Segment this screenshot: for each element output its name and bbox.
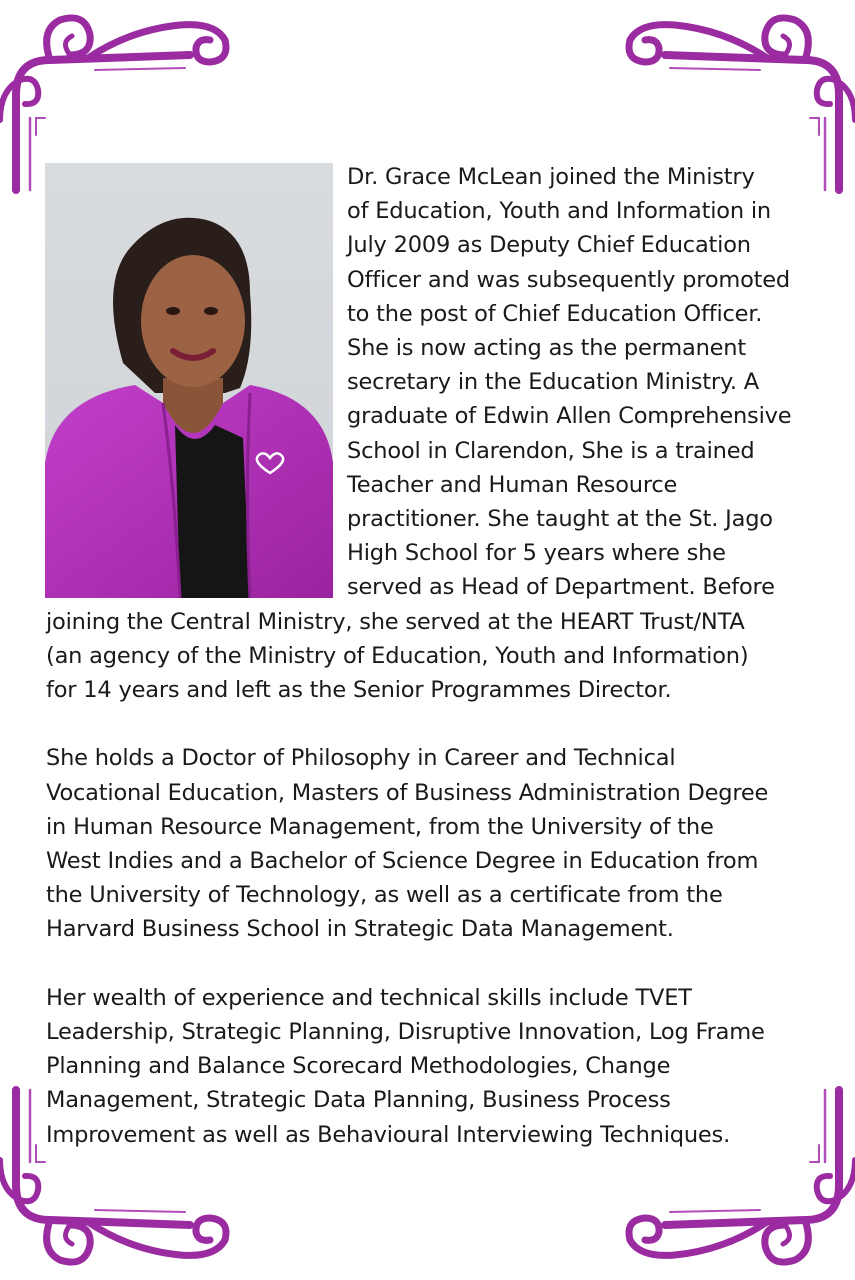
education-line: the University of Technology, as well as a certificate from the <box>46 882 723 909</box>
continuation-line: (an agency of the Ministry of Education, Youth and Information) <box>46 642 749 669</box>
education-line: Vocational Education, Masters of Business Administration Degree <box>46 779 769 806</box>
education-line: West Indies and a Bachelor of Science Degree in Education from <box>46 848 759 874</box>
education-line: She holds a Doctor of Philosophy in Career and Technical <box>46 745 676 772</box>
intro-line: High School for 5 years where she <box>347 540 726 567</box>
intro-line: She is now acting as the permanent <box>347 335 746 361</box>
education-line: in Human Resource Management, from the University of the <box>46 813 714 840</box>
intro-line: practitioner. She taught at the St. Jago <box>347 506 773 532</box>
intro-line: Officer and was subsequently promoted <box>347 266 791 293</box>
skills-line: Improvement as well as Behavioural Interviewing Techniques. <box>46 1121 731 1148</box>
skills-line: Leadership, Strategic Planning, Disruptive Innovation, Log Frame <box>46 1019 765 1045</box>
intro-line: secretary in the Education Ministry. A <box>347 369 759 396</box>
continuation-line: for 14 years and left as the Senior Programmes Director. <box>46 677 672 703</box>
intro-line: to the post of Chief Education Officer. <box>347 300 763 327</box>
intro-line: Teacher and Human Resource <box>347 471 678 498</box>
continuation-line: joining the Central Ministry, she served at the HEART Trust/NTA <box>46 608 745 635</box>
intro-line: served as Head of Department. Before <box>347 574 775 601</box>
intro-line: of Education, Youth and Information in <box>347 198 771 225</box>
skills-line: Management, Strategic Data Planning, Business Process <box>46 1087 671 1114</box>
education-line: Harvard Business School in Strategic Data Management. <box>46 916 674 943</box>
intro-line: graduate of Edwin Allen Comprehensive <box>347 403 792 430</box>
intro-line: Dr. Grace McLean joined the Ministry <box>347 164 755 190</box>
skills-line: Planning and Balance Scorecard Methodologies, Change <box>46 1053 671 1080</box>
intro-line: School in Clarendon, She is a trained <box>347 437 755 464</box>
intro-line: July 2009 as Deputy Chief Education <box>347 232 751 259</box>
skills-line: Her wealth of experience and technical skills include TVET <box>46 984 692 1011</box>
